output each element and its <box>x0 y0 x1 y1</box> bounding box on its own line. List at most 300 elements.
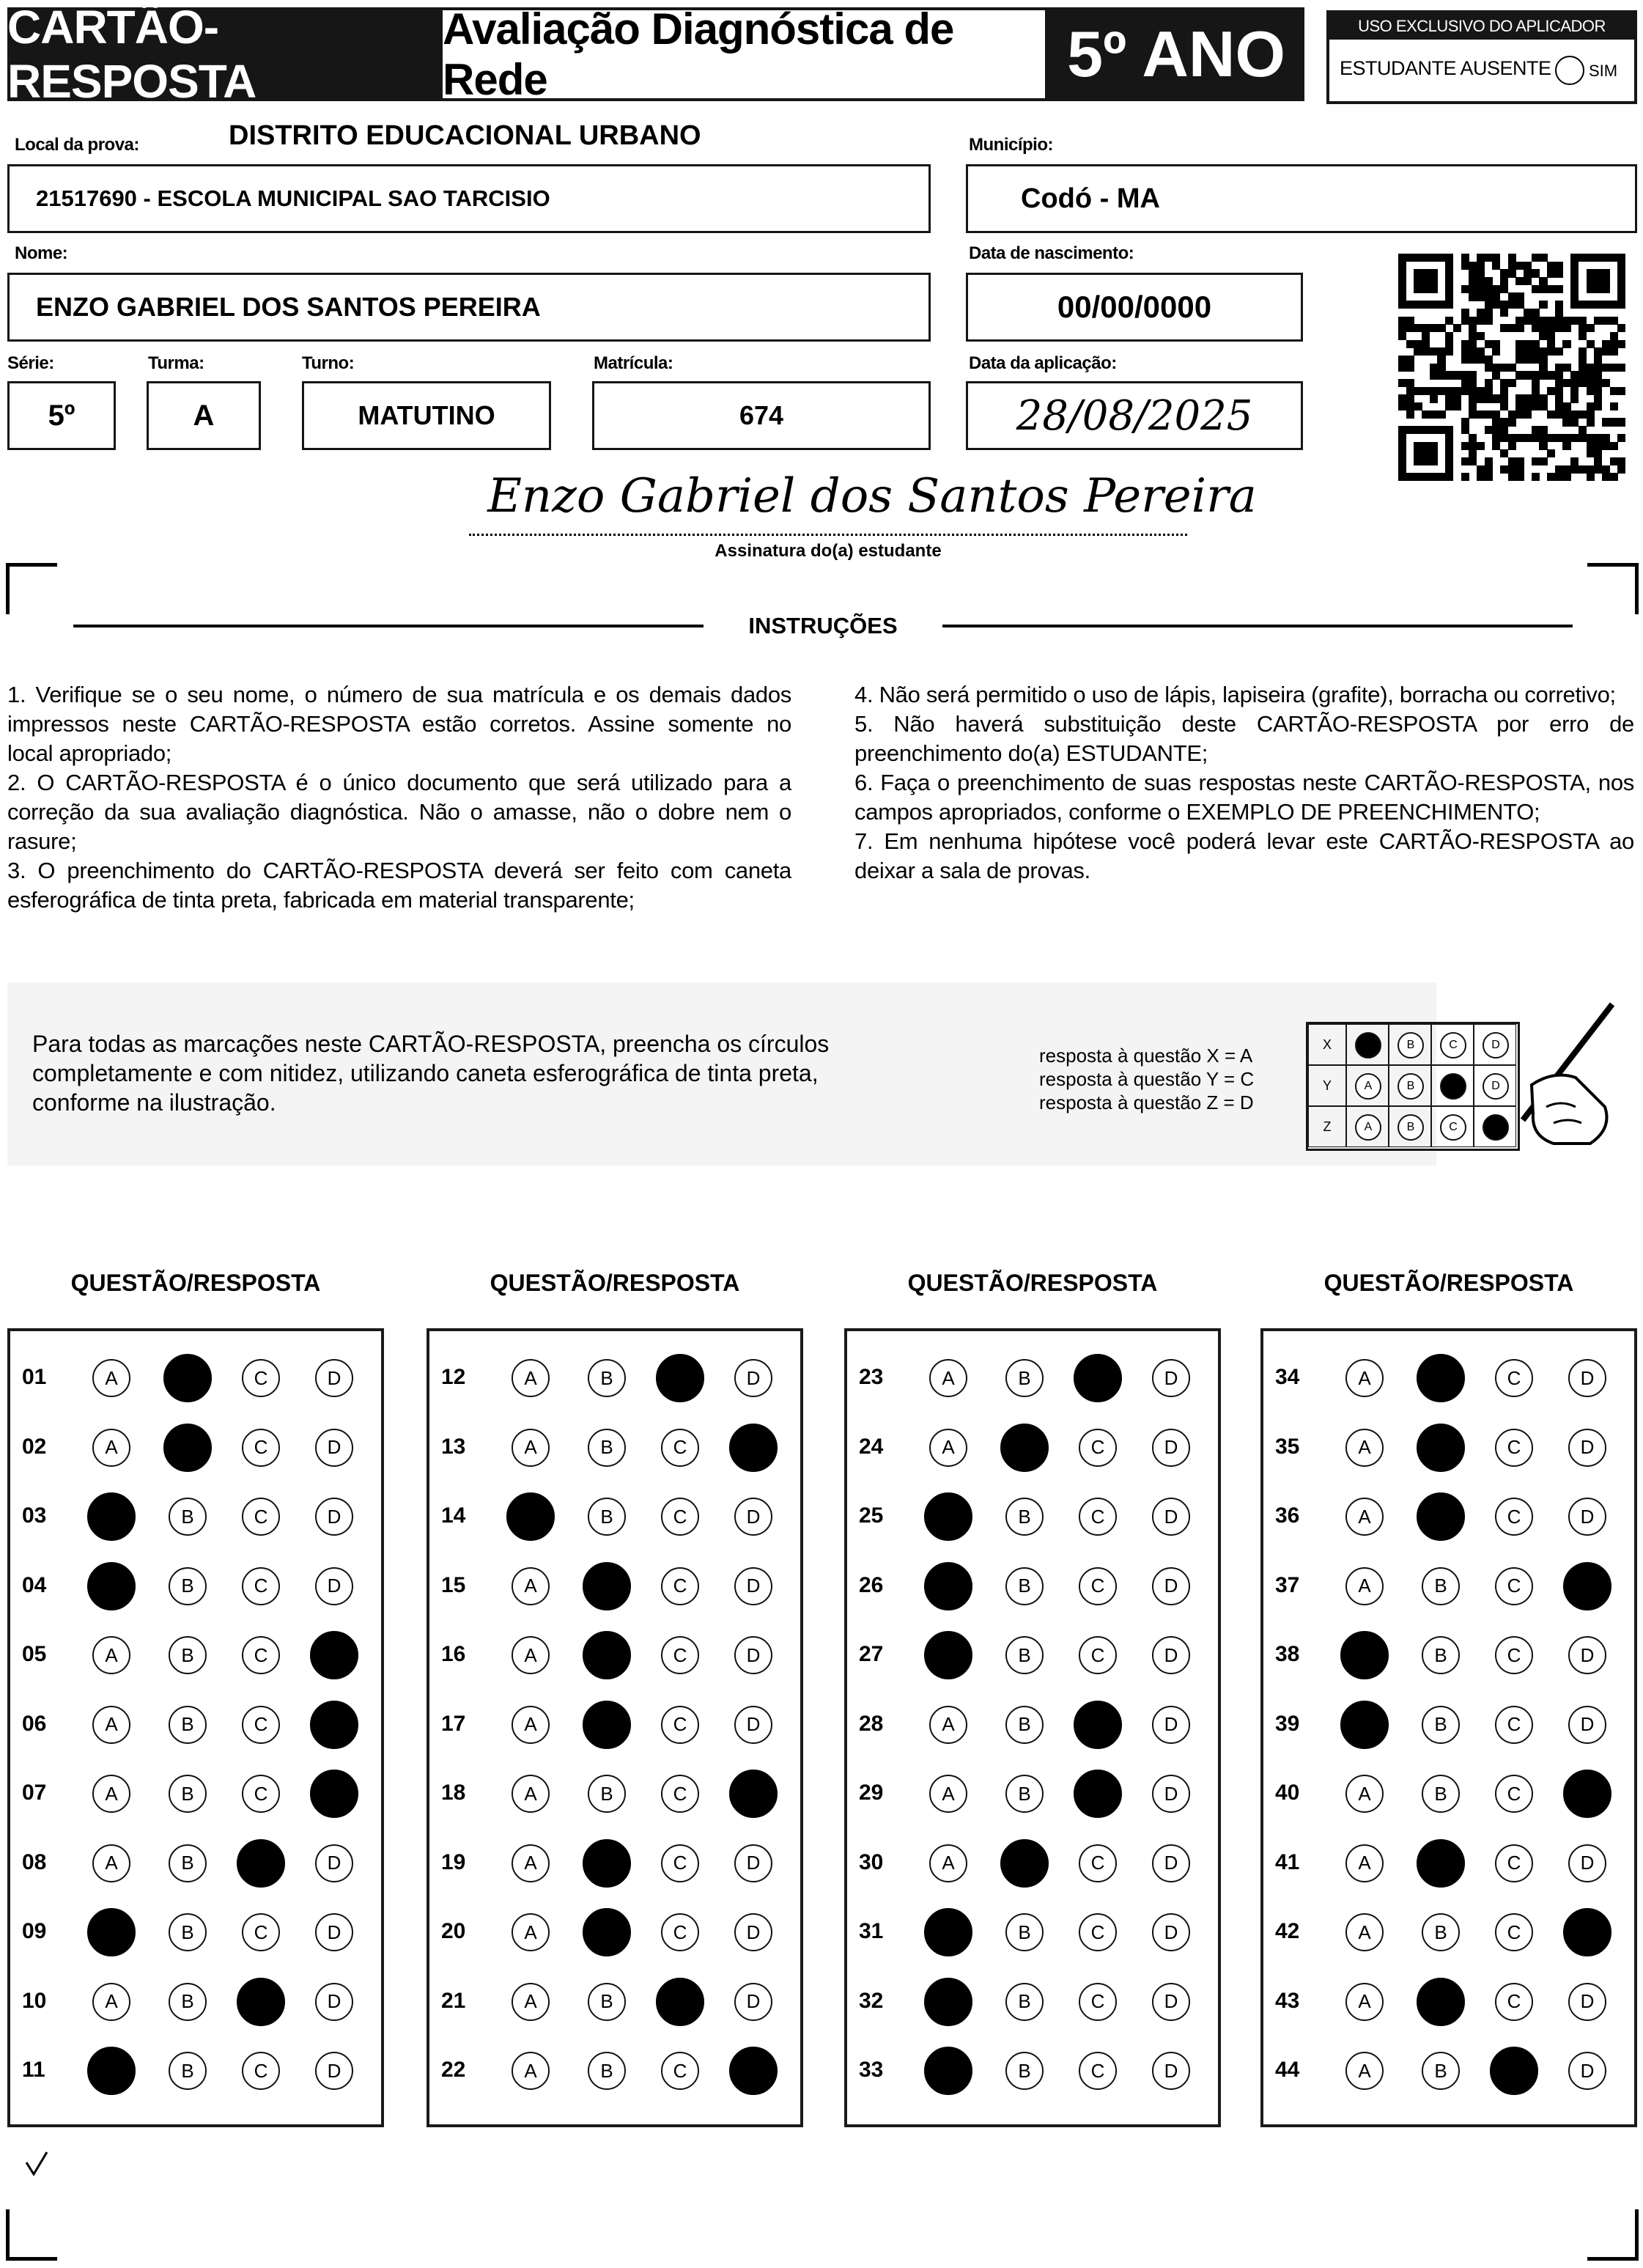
question-number: 20 <box>441 1919 466 1943</box>
answer-bubble-b[interactable] <box>1417 1354 1465 1402</box>
answer-bubble-d[interactable]: D <box>1152 1636 1190 1674</box>
answer-bubble-a[interactable]: A <box>929 1706 967 1744</box>
answer-bubble-b[interactable]: B <box>1422 1913 1460 1951</box>
answer-bubble-b[interactable]: B <box>169 1983 207 2021</box>
answer-bubble-a[interactable]: A <box>929 1844 967 1882</box>
question-number: 30 <box>859 1849 884 1874</box>
answer-bubble-a[interactable] <box>924 2047 972 2095</box>
answer-bubble-a[interactable]: A <box>929 1429 967 1467</box>
answer-bubble-c[interactable] <box>1074 1354 1122 1402</box>
answer-bubble-c[interactable]: C <box>661 2052 699 2090</box>
question-number: 08 <box>22 1849 47 1874</box>
example-bubble-d: D <box>1483 1032 1509 1058</box>
question-number: 38 <box>1275 1642 1300 1666</box>
question-number: 28 <box>859 1711 884 1736</box>
answer-bubble-a[interactable] <box>1340 1631 1389 1679</box>
answer-bubble-d[interactable] <box>1563 1562 1611 1610</box>
example-cell <box>1431 1106 1474 1147</box>
answer-bubble-b[interactable]: B <box>169 1636 207 1674</box>
serie-field <box>7 381 116 450</box>
column-title: QUESTÃO/RESPOSTA <box>1323 1270 1574 1296</box>
answer-bubble-c[interactable]: C <box>242 1567 280 1605</box>
answer-bubble-a[interactable]: A <box>512 1567 550 1605</box>
answer-bubble-a[interactable]: A <box>92 1429 130 1467</box>
answer-bubble-a[interactable] <box>506 1492 555 1541</box>
absent-label: ESTUDANTE AUSENTE <box>1340 57 1551 79</box>
example-legend-item: resposta à questão Y = C <box>1039 1068 1255 1090</box>
answer-bubble-d[interactable]: D <box>1568 1636 1606 1674</box>
question-number: 32 <box>859 1988 884 2013</box>
question-number: 04 <box>22 1572 47 1597</box>
answer-bubble-a[interactable]: A <box>1345 1567 1384 1605</box>
example-bubble-c: C <box>1440 1032 1466 1058</box>
answer-bubble-d[interactable]: D <box>734 1983 772 2021</box>
column-title: QUESTÃO/RESPOSTA <box>70 1270 321 1296</box>
example-bubble-c <box>1440 1073 1466 1100</box>
answer-bubble-c[interactable]: C <box>1495 1429 1533 1467</box>
question-number: 15 <box>441 1572 466 1597</box>
answer-bubble-c[interactable] <box>656 1354 704 1402</box>
answer-bubble-c[interactable]: C <box>661 1498 699 1536</box>
question-number: 24 <box>859 1434 884 1459</box>
answer-bubble-b[interactable] <box>583 1908 631 1956</box>
card-title: CARTÃO-RESPOSTA <box>7 7 440 101</box>
answer-bubble-b[interactable]: B <box>169 1844 207 1882</box>
answer-bubble-d[interactable] <box>1563 1908 1611 1956</box>
answer-bubble-b[interactable]: B <box>1422 1567 1460 1605</box>
turma-field <box>147 381 261 450</box>
application-date-value: 28/08/2025 <box>1016 391 1253 440</box>
answer-bubble-a[interactable]: A <box>1345 1913 1384 1951</box>
applicator-box <box>1326 10 1637 104</box>
question-number: 06 <box>22 1711 47 1736</box>
answer-bubble-b[interactable]: B <box>588 1429 626 1467</box>
answer-bubble-a[interactable]: A <box>92 1775 130 1813</box>
answer-bubble-b[interactable]: B <box>588 1983 626 2021</box>
question-number: 21 <box>441 1988 466 2013</box>
answer-bubble-a[interactable]: A <box>512 1429 550 1467</box>
answer-bubble-b[interactable]: B <box>1005 1636 1044 1674</box>
example-cell <box>1389 1106 1431 1147</box>
example-cell <box>1346 1065 1389 1106</box>
divider-right <box>942 625 1573 627</box>
answer-bubble-b[interactable] <box>583 1631 631 1679</box>
answer-bubble-a[interactable]: A <box>92 1359 130 1397</box>
answer-bubble-d[interactable]: D <box>315 1429 353 1467</box>
question-number: 25 <box>859 1503 884 1528</box>
question-number: 39 <box>1275 1711 1300 1736</box>
answer-bubble-c[interactable]: C <box>242 1775 280 1813</box>
answer-bubble-d[interactable] <box>310 1701 358 1749</box>
answer-bubble-a[interactable] <box>924 1492 972 1541</box>
answer-bubble-b[interactable]: B <box>588 2052 626 2090</box>
turno-value: MATUTINO <box>358 400 495 430</box>
answer-bubble-a[interactable]: A <box>1345 1775 1384 1813</box>
question-number: 43 <box>1275 1988 1300 2013</box>
answer-bubble-b[interactable] <box>1000 1839 1049 1888</box>
answer-bubble-b[interactable] <box>583 1701 631 1749</box>
instruction-item: 3. O preenchimento do CARTÃO-RESPOSTA deverá ser feito com caneta esferográfica de tinta preta, fabricada em material transparente; <box>7 858 791 913</box>
instruction-item: 5. Não haverá substituição deste CARTÃO-RESPOSTA por erro de preenchimento do(a) ESTUDANTE; <box>854 711 1634 766</box>
answer-bubble-a[interactable]: A <box>512 1636 550 1674</box>
answer-bubble-a[interactable] <box>924 1978 972 2026</box>
answer-bubble-c[interactable]: C <box>661 1706 699 1744</box>
example-text: Para todas as marcações neste CARTÃO-RESPOSTA, preencha os círculos completamente e com nitidez, utilizando caneta esferográfica de tinta preta, conforme na ilustração. <box>32 1031 830 1116</box>
answer-bubble-a[interactable]: A <box>512 1913 550 1951</box>
answer-bubble-b[interactable] <box>1417 1839 1465 1888</box>
answer-bubble-c[interactable]: C <box>1495 1636 1533 1674</box>
answer-bubble-d[interactable]: D <box>1152 1498 1190 1536</box>
answer-bubble-c[interactable]: C <box>1079 1567 1117 1605</box>
answer-bubble-a[interactable] <box>924 1908 972 1956</box>
answer-bubble-c[interactable]: C <box>1495 1706 1533 1744</box>
answer-bubble-a[interactable]: A <box>92 1706 130 1744</box>
answer-bubble-b[interactable] <box>583 1839 631 1888</box>
answer-bubble-d[interactable] <box>729 2047 778 2095</box>
answer-bubble-d[interactable]: D <box>1152 1567 1190 1605</box>
answer-bubble-b[interactable] <box>1417 1978 1465 2026</box>
answer-bubble-b[interactable]: B <box>588 1775 626 1813</box>
corner-mark-top-left <box>6 563 57 614</box>
answer-bubble-a[interactable] <box>1340 1701 1389 1749</box>
answer-bubble-c[interactable]: C <box>661 1636 699 1674</box>
answer-bubble-d[interactable]: D <box>734 1567 772 1605</box>
question-number: 10 <box>22 1988 47 2013</box>
answer-bubble-d[interactable]: D <box>734 1498 772 1536</box>
answer-bubble-c[interactable]: C <box>661 1775 699 1813</box>
column-title: QUESTÃO/RESPOSTA <box>490 1270 740 1296</box>
answer-bubble-b[interactable]: B <box>1005 1775 1044 1813</box>
answer-bubble-a[interactable]: A <box>512 1706 550 1744</box>
answer-bubble-a[interactable]: A <box>929 1775 967 1813</box>
grade-badge: 5º ANO <box>1048 7 1304 101</box>
question-number: 33 <box>859 2058 884 2082</box>
answer-bubble-c[interactable]: C <box>1079 1636 1117 1674</box>
answer-bubble-b[interactable]: B <box>1005 1983 1044 2021</box>
answer-bubble-d[interactable]: D <box>1568 1429 1606 1467</box>
answer-bubble-d[interactable]: D <box>1568 2052 1606 2090</box>
answer-bubble-b[interactable] <box>1417 1492 1465 1541</box>
answer-bubble-c[interactable]: C <box>1079 2052 1117 2090</box>
applicator-header: USO EXCLUSIVO DO APLICADOR <box>1329 13 1634 40</box>
answer-bubble-b[interactable]: B <box>1005 1359 1044 1397</box>
example-row-label: Y <box>1308 1065 1346 1106</box>
answer-bubble-b[interactable] <box>163 1354 212 1402</box>
question-number: 18 <box>441 1781 466 1805</box>
answer-bubble-b[interactable]: B <box>169 2052 207 2090</box>
question-number: 35 <box>1275 1434 1300 1459</box>
question-number: 31 <box>859 1919 884 1943</box>
answer-bubble-c[interactable]: C <box>1495 1359 1533 1397</box>
answer-bubble-a[interactable]: A <box>512 1775 550 1813</box>
answer-bubble-c[interactable] <box>237 1978 285 2026</box>
question-number: 01 <box>22 1365 47 1389</box>
answer-bubble-b[interactable]: B <box>588 1359 626 1397</box>
answer-bubble-b[interactable]: B <box>1422 1706 1460 1744</box>
question-number: 41 <box>1275 1849 1300 1874</box>
turno-label: Turno: <box>302 353 355 373</box>
signature: Enzo Gabriel dos Santos Pereira <box>487 469 1257 523</box>
answer-bubble-b[interactable]: B <box>1005 1913 1044 1951</box>
answer-bubble-c[interactable]: C <box>661 1567 699 1605</box>
answer-bubble-d[interactable]: D <box>1152 1983 1190 2021</box>
answer-bubble-b[interactable]: B <box>1422 1775 1460 1813</box>
column-title: QUESTÃO/RESPOSTA <box>907 1270 1158 1296</box>
answer-bubble-d[interactable]: D <box>315 1359 353 1397</box>
answer-bubble-b[interactable] <box>1000 1424 1049 1472</box>
answer-bubble-c[interactable]: C <box>1495 1775 1533 1813</box>
answer-bubble-b[interactable]: B <box>169 1775 207 1813</box>
corner-mark-top-right <box>1587 563 1639 614</box>
example-cell <box>1431 1065 1474 1106</box>
application-label: Data da aplicação: <box>969 353 1117 373</box>
answer-bubble-d[interactable]: D <box>315 1498 353 1536</box>
instruction-item: 2. O CARTÃO-RESPOSTA é o único documento que será utilizado para a correção da sua avaliação diagnóstica. Não o amasse, não o dobre nem o rasure; <box>7 770 791 854</box>
question-number: 42 <box>1275 1919 1300 1943</box>
answer-bubble-c[interactable]: C <box>242 1636 280 1674</box>
answer-bubble-a[interactable] <box>87 2047 136 2095</box>
answer-bubble-d[interactable] <box>310 1770 358 1818</box>
answer-bubble-a[interactable]: A <box>92 1636 130 1674</box>
answer-bubble-a[interactable]: A <box>512 2052 550 2090</box>
answer-bubble-d[interactable]: D <box>315 2052 353 2090</box>
name-field <box>7 273 931 342</box>
example-cell <box>1389 1065 1431 1106</box>
answer-bubble-b[interactable]: B <box>169 1567 207 1605</box>
answer-bubble-c[interactable] <box>1074 1770 1122 1818</box>
answer-bubble-a[interactable]: A <box>92 1983 130 2021</box>
turma-value: A <box>193 399 215 432</box>
answer-bubble-d[interactable]: D <box>734 1636 772 1674</box>
exam-title: Avaliação Diagnóstica de Rede <box>440 7 1048 101</box>
birth-value: 00/00/0000 <box>1057 290 1212 324</box>
answer-bubble-d[interactable]: D <box>315 1913 353 1951</box>
corner-mark-bottom-left <box>6 2209 57 2261</box>
answer-bubble-a[interactable] <box>87 1492 136 1541</box>
answer-bubble-d[interactable]: D <box>1568 1359 1606 1397</box>
question-number: 36 <box>1275 1503 1300 1528</box>
answer-bubble-c[interactable]: C <box>1495 1913 1533 1951</box>
school-value: 21517690 - ESCOLA MUNICIPAL SAO TARCISIO <box>36 185 550 211</box>
answer-bubble-d[interactable]: D <box>734 1913 772 1951</box>
answer-bubble-c[interactable] <box>1490 2047 1538 2095</box>
matricula-label: Matrícula: <box>594 353 673 373</box>
question-number: 02 <box>22 1434 47 1459</box>
answer-bubble-d[interactable] <box>729 1770 778 1818</box>
answer-bubble-b[interactable]: B <box>169 1498 207 1536</box>
answer-bubble-d[interactable]: D <box>1152 1429 1190 1467</box>
example-bubble-b: B <box>1398 1032 1424 1058</box>
answer-bubble-c[interactable]: C <box>1495 1498 1533 1536</box>
answer-bubble-d[interactable] <box>729 1424 778 1472</box>
answer-bubble-d[interactable]: D <box>734 1844 772 1882</box>
answer-bubble-d[interactable]: D <box>1568 1844 1606 1882</box>
turno-field <box>302 381 551 450</box>
instruction-item: 7. Em nenhuma hipótese você poderá levar este CARTÃO-RESPOSTA ao deixar a sala de provas. <box>854 828 1634 883</box>
example-cell <box>1346 1024 1389 1065</box>
answer-bubble-d[interactable] <box>1563 1770 1611 1818</box>
instruction-item: 1. Verifique se o seu nome, o número de sua matrícula e os demais dados impressos neste CARTÃO-RESPOSTA estão corretos. Assine somente no local apropriado; <box>7 682 791 766</box>
example-bubble-c: C <box>1440 1114 1466 1141</box>
signature-line <box>469 534 1187 536</box>
question-number: 16 <box>441 1642 466 1666</box>
answer-bubble-a[interactable] <box>87 1562 136 1610</box>
answer-bubble-b[interactable]: B <box>1005 1706 1044 1744</box>
answer-bubble-c[interactable]: C <box>1495 1983 1533 2021</box>
example-bubble-d: D <box>1483 1073 1509 1100</box>
question-number: 26 <box>859 1572 884 1597</box>
example-cell <box>1346 1106 1389 1147</box>
answer-bubble-c[interactable]: C <box>242 1706 280 1744</box>
question-number: 12 <box>441 1365 466 1389</box>
answer-bubble-b[interactable]: B <box>1422 1636 1460 1674</box>
question-number: 23 <box>859 1365 884 1389</box>
example-bubble-a: A <box>1355 1073 1381 1100</box>
name-label: Nome: <box>15 243 68 263</box>
question-number: 03 <box>22 1503 47 1528</box>
answer-bubble-d[interactable]: D <box>1152 1844 1190 1882</box>
answer-bubble-b[interactable] <box>163 1424 212 1472</box>
answer-bubble-c[interactable]: C <box>1079 1429 1117 1467</box>
answer-bubble-a[interactable] <box>87 1908 136 1956</box>
municipio-field <box>966 164 1637 233</box>
answer-bubble-b[interactable]: B <box>1005 1498 1044 1536</box>
answer-bubble-c[interactable]: C <box>242 1359 280 1397</box>
answer-bubble-c[interactable]: C <box>242 1498 280 1536</box>
answer-bubble-d[interactable]: D <box>1568 1706 1606 1744</box>
answer-bubble-a[interactable]: A <box>1345 1983 1384 2021</box>
answer-bubble-c[interactable]: C <box>1079 1913 1117 1951</box>
answer-bubble-d[interactable]: D <box>315 1983 353 2021</box>
municipio-value: Codó - MA <box>1021 183 1160 214</box>
answer-bubble-d[interactable]: D <box>1152 1359 1190 1397</box>
answer-bubble-a[interactable]: A <box>512 1844 550 1882</box>
answer-bubble-c[interactable]: C <box>242 2052 280 2090</box>
birth-field <box>966 273 1303 342</box>
answer-bubble-c[interactable]: C <box>1079 1983 1117 2021</box>
answer-bubble-d[interactable]: D <box>734 1706 772 1744</box>
answer-bubble-c[interactable]: C <box>242 1913 280 1951</box>
answer-bubble-a[interactable]: A <box>512 1983 550 2021</box>
answer-bubble-d[interactable]: D <box>1152 2052 1190 2090</box>
answer-bubble-b[interactable]: B <box>1005 2052 1044 2090</box>
example-bubble-b: B <box>1398 1073 1424 1100</box>
example-row-label: X <box>1308 1024 1346 1065</box>
answer-bubble-a[interactable] <box>924 1562 972 1610</box>
question-number: 29 <box>859 1781 884 1805</box>
matricula-value: 674 <box>739 400 784 430</box>
application-date-field <box>966 381 1303 450</box>
answer-bubble-b[interactable]: B <box>1005 1567 1044 1605</box>
matricula-field <box>592 381 931 450</box>
municipio-label: Município: <box>969 135 1053 155</box>
district-text: DISTRITO EDUCACIONAL URBANO <box>229 120 701 151</box>
instruction-item: 4. Não será permitido o uso de lápis, lapiseira (grafite), borracha ou corretivo; <box>854 682 1616 707</box>
answer-bubble-c[interactable]: C <box>661 1429 699 1467</box>
answer-bubble-c[interactable]: C <box>1495 1844 1533 1882</box>
answer-bubble-a[interactable]: A <box>1345 1429 1384 1467</box>
example-row-label: Z <box>1308 1106 1346 1147</box>
question-number: 14 <box>441 1503 466 1528</box>
answer-bubble-a[interactable]: A <box>1345 2052 1384 2090</box>
answer-bubble-b[interactable]: B <box>169 1913 207 1951</box>
school-field <box>7 164 931 233</box>
birth-label: Data de nascimento: <box>969 243 1134 263</box>
question-number: 07 <box>22 1781 47 1805</box>
answer-bubble-d[interactable]: D <box>1152 1775 1190 1813</box>
example-bubble-a <box>1355 1032 1381 1058</box>
answer-bubble-c[interactable]: C <box>1495 1567 1533 1605</box>
pen-hand-icon <box>1488 997 1634 1166</box>
question-number: 27 <box>859 1642 884 1666</box>
answer-bubble-d[interactable]: D <box>1152 1706 1190 1744</box>
answer-bubble-a[interactable]: A <box>92 1844 130 1882</box>
example-cell <box>1389 1024 1431 1065</box>
example-bubble-a: A <box>1355 1114 1381 1141</box>
answer-bubble-b[interactable]: B <box>1422 2052 1460 2090</box>
answer-bubble-b[interactable] <box>583 1562 631 1610</box>
answer-bubble-d[interactable] <box>310 1631 358 1679</box>
answer-bubble-c[interactable]: C <box>1079 1498 1117 1536</box>
answer-bubble-a[interactable]: A <box>1345 1498 1384 1536</box>
answer-bubble-d[interactable]: D <box>1568 1498 1606 1536</box>
absent-bubble[interactable] <box>1555 56 1584 85</box>
answer-bubble-c[interactable] <box>1074 1701 1122 1749</box>
answer-bubble-b[interactable]: B <box>169 1706 207 1744</box>
answer-bubble-c[interactable]: C <box>1079 1844 1117 1882</box>
answer-bubble-d[interactable]: D <box>1568 1983 1606 2021</box>
serie-label: Série: <box>7 353 54 373</box>
answer-bubble-a[interactable]: A <box>512 1359 550 1397</box>
example-cell <box>1431 1024 1474 1065</box>
instructions-title: INSTRUÇÕES <box>748 613 898 638</box>
answer-bubble-b[interactable] <box>1417 1424 1465 1472</box>
question-number: 13 <box>441 1434 466 1459</box>
answer-bubble-a[interactable]: A <box>1345 1844 1384 1882</box>
instructions-left <box>7 680 791 915</box>
answer-bubble-d[interactable]: D <box>1152 1913 1190 1951</box>
signature-label: Assinatura do(a) estudante <box>715 541 942 561</box>
question-number: 44 <box>1275 2058 1300 2082</box>
example-legend-item: resposta à questão Z = D <box>1039 1091 1254 1113</box>
answer-bubble-a[interactable]: A <box>1345 1359 1384 1397</box>
answer-bubble-a[interactable]: A <box>929 1359 967 1397</box>
answer-bubble-d[interactable]: D <box>315 1567 353 1605</box>
answer-bubble-c[interactable]: C <box>661 1844 699 1882</box>
serie-value: 5º <box>48 399 75 432</box>
turma-label: Turma: <box>148 353 204 373</box>
qr-code <box>1398 254 1625 481</box>
question-number: 40 <box>1275 1781 1300 1805</box>
question-number: 19 <box>441 1849 466 1874</box>
answer-bubble-d[interactable]: D <box>315 1844 353 1882</box>
name-value: ENZO GABRIEL DOS SANTOS PEREIRA <box>36 292 541 322</box>
corner-mark-bottom-right <box>1587 2209 1639 2261</box>
answer-bubble-a[interactable] <box>924 1631 972 1679</box>
answer-bubble-c[interactable] <box>656 1978 704 2026</box>
answer-bubble-c[interactable] <box>237 1839 285 1888</box>
question-number: 09 <box>22 1919 47 1943</box>
answer-bubble-b[interactable]: B <box>588 1498 626 1536</box>
question-number: 22 <box>441 2058 466 2082</box>
instruction-item: 6. Faça o preenchimento de suas respostas neste CARTÃO-RESPOSTA, nos campos apropriados, conforme o EXEMPLO DE PREENCHIMENTO; <box>854 770 1634 825</box>
answer-bubble-c[interactable]: C <box>661 1913 699 1951</box>
answer-bubble-d[interactable]: D <box>734 1359 772 1397</box>
example-legend <box>1039 1044 1254 1114</box>
divider-left <box>73 625 704 627</box>
answer-bubble-c[interactable]: C <box>242 1429 280 1467</box>
absent-option: SIM <box>1589 62 1618 80</box>
